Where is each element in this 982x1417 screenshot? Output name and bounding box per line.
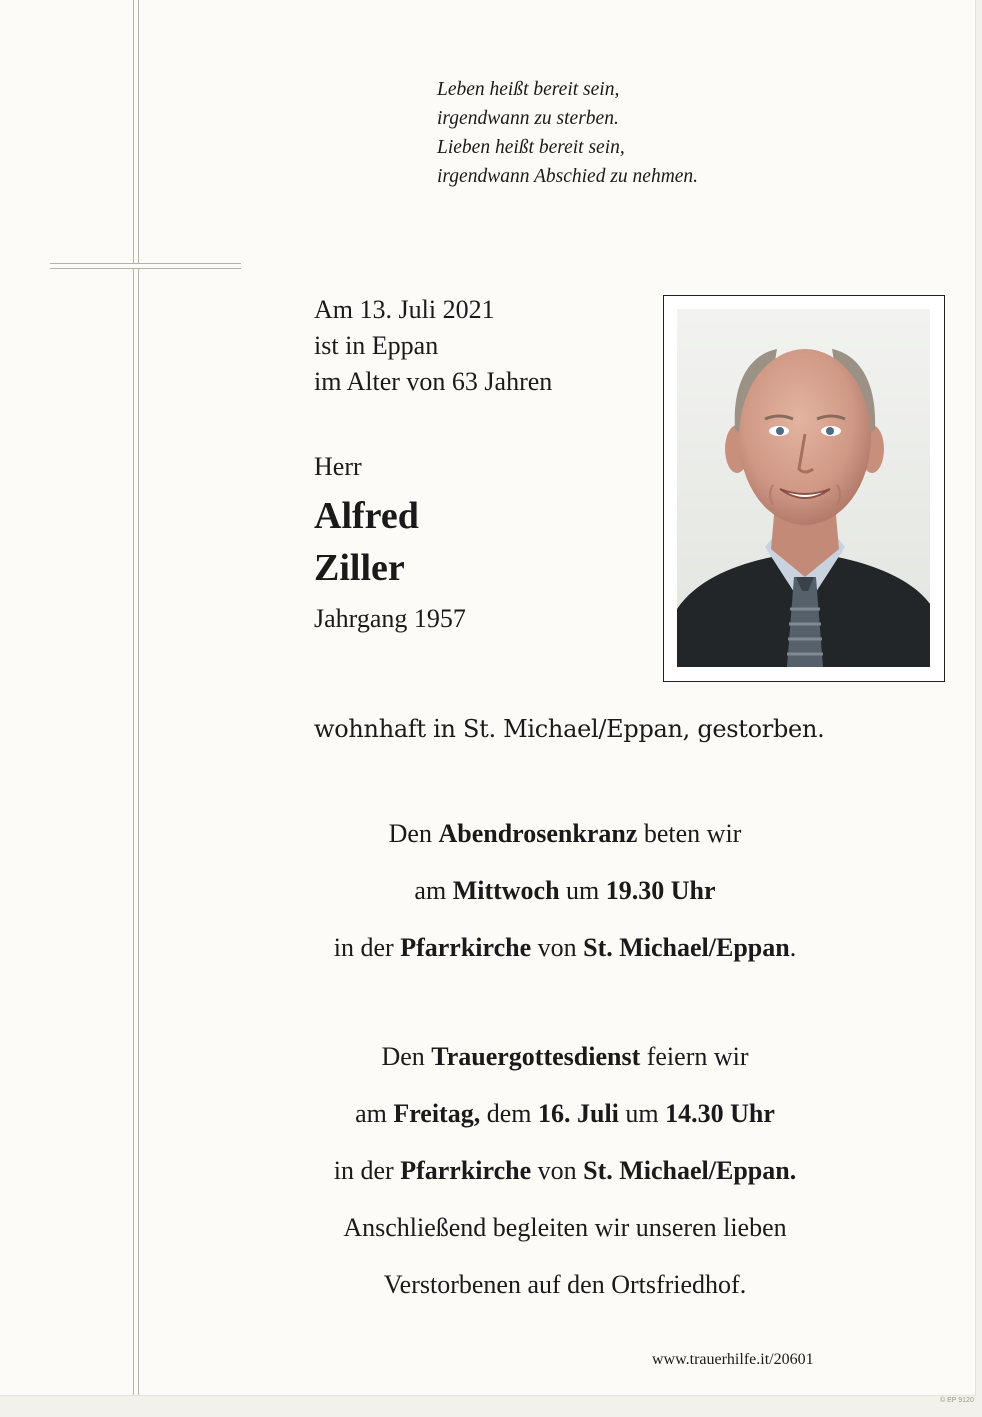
intro-line: im Alter von 63 Jahren xyxy=(314,367,553,396)
funeral-line: Anschließend begleiten wir unseren lieben xyxy=(343,1213,787,1242)
death-notice-intro xyxy=(314,292,552,400)
funeral-line: Den Trauergottesdienst feiern wir xyxy=(381,1042,749,1071)
poem-line: Lieben heißt bereit sein, xyxy=(437,137,625,158)
first-name: Alfred xyxy=(314,495,419,537)
portrait-frame xyxy=(663,295,945,682)
poem-line: irgendwann zu sterben. xyxy=(437,108,619,129)
last-name: Ziller xyxy=(314,547,405,589)
poem-line: Leben heißt bereit sein, xyxy=(437,79,620,100)
funeral-line: am Freitag, dem 16. Juli um 14.30 Uhr xyxy=(355,1099,775,1128)
salutation: Herr xyxy=(314,452,362,481)
poem-line: irgendwann Abschied zu nehmen. xyxy=(437,166,699,187)
website-link[interactable]: www.trauerhilfe.it/20601 xyxy=(652,1351,814,1368)
rosary-line: Den Abendrosenkranz beten wir xyxy=(388,819,742,848)
rosary-line: in der Pfarrkirche von St. Michael/Eppan. xyxy=(333,933,797,962)
funeral-line: Verstorbenen auf den Ortsfriedhof. xyxy=(383,1270,747,1299)
cross-horizontal-line xyxy=(50,263,241,269)
cross-vertical-line xyxy=(133,0,139,1395)
funeral-service-announcement xyxy=(230,1028,900,1313)
residence-statement: wohnhaft in St. Michael/Eppan, gestorben. xyxy=(314,715,825,743)
rosary-line: am Mittwoch um 19.30 Uhr xyxy=(414,876,716,905)
memorial-poem xyxy=(437,75,698,191)
intro-line: ist in Eppan xyxy=(314,331,439,360)
rosary-announcement xyxy=(230,805,900,976)
print-code: © EP 9120 xyxy=(940,1397,974,1404)
portrait-photo xyxy=(677,309,930,667)
deceased-name xyxy=(314,490,419,594)
birth-year: Jahrgang 1957 xyxy=(314,604,466,633)
intro-line: Am 13. Juli 2021 xyxy=(314,295,495,324)
funeral-line: in der Pfarrkirche von St. Michael/Eppan. xyxy=(333,1156,797,1185)
